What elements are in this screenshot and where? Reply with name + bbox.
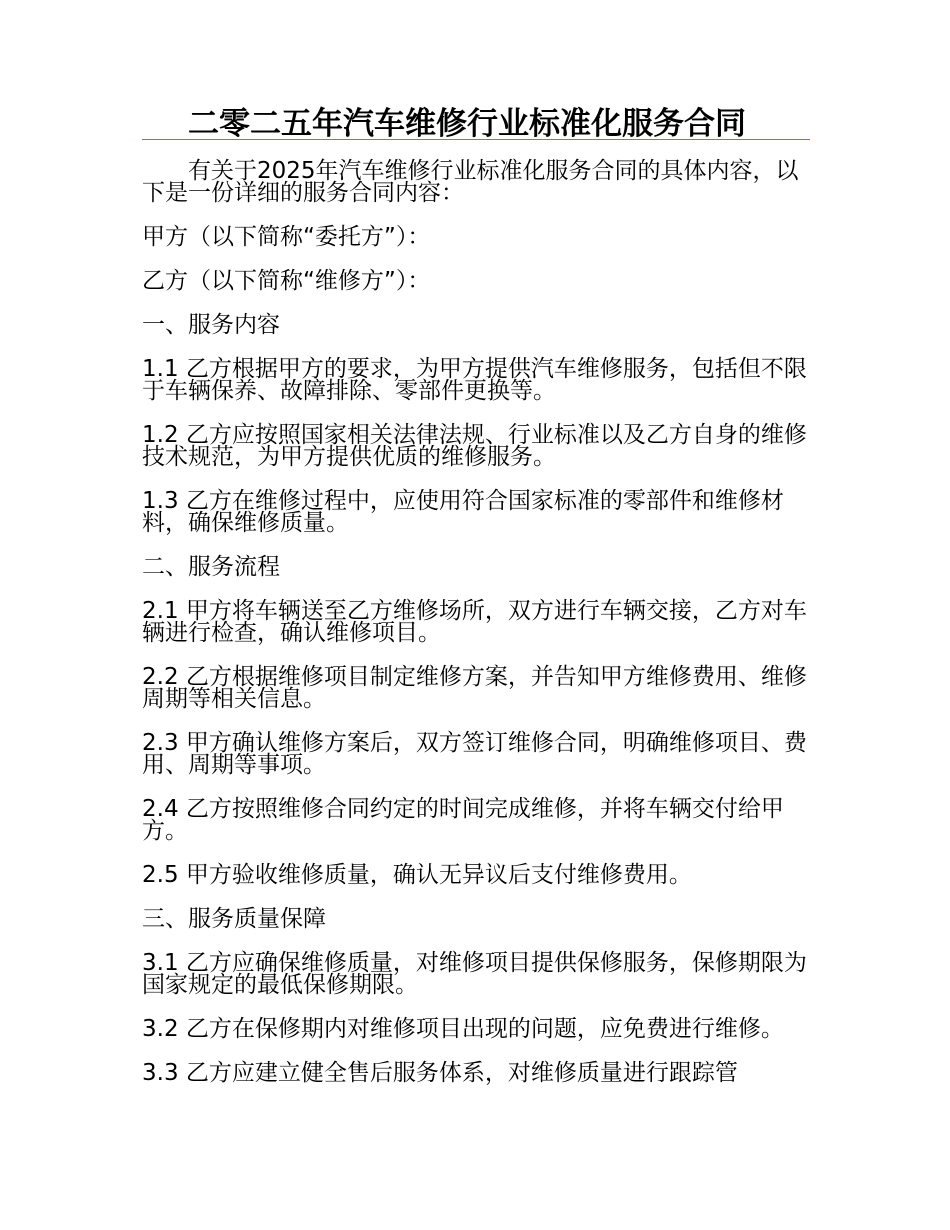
document-body (142, 160, 810, 1106)
document-title: 二零二五年汽车维修行业标准化服务合同 (188, 106, 746, 142)
section-heading-quality-assurance: 三、服务质量保障 (142, 906, 326, 932)
clause-2-2: 2.2 乙方根据维修项目制定维修方案，并告知甲方维修费用、维修周期等相关信息。 (142, 664, 807, 712)
party-b-line: 乙方（以下简称“维修方”）： (142, 268, 431, 294)
section-heading-service-content: 一、服务内容 (142, 312, 280, 338)
clause-1-3: 1.3 乙方在维修过程中，应使用符合国家标准的零部件和维修材料，确保维修质量。 (142, 488, 784, 536)
clause-3-2: 3.2 乙方在保修期内对维修项目出现的问题，应免费进行维修。 (142, 1016, 784, 1042)
clause-3-1: 3.1 乙方应确保维修质量，对维修项目提供保修服务，保修期限为国家规定的最低保修期限。 (142, 950, 807, 998)
clause-3-3: 3.3 乙方应建立健全售后服务体系，对维修质量进行跟踪管 (142, 1060, 738, 1086)
party-a-line: 甲方（以下简称“委托方”）： (142, 224, 431, 250)
clause-2-1: 2.1 甲方将车辆送至乙方维修场所，双方进行车辆交接，乙方对车辆进行检查，确认维修项目。 (142, 598, 807, 646)
clause-2-3: 2.3 甲方确认维修方案后，双方签订维修合同，明确维修项目、费用、周期等事项。 (142, 730, 807, 778)
clause-2-5: 2.5 甲方验收维修质量，确认无异议后支付维修费用。 (142, 862, 692, 888)
intro-paragraph: 有关于2025年汽车维修行业标准化服务合同的具体内容，以下是一份详细的服务合同内容： (142, 158, 799, 206)
clause-1-2: 1.2 乙方应按照国家相关法律法规、行业标准以及乙方自身的维修技术规范，为甲方提供优质的维修服务。 (142, 422, 807, 470)
title-underline (142, 139, 810, 140)
clause-1-1: 1.1 乙方根据甲方的要求，为甲方提供汽车维修服务，包括但不限于车辆保养、故障排除、零部件更换等。 (142, 356, 807, 404)
section-heading-service-process: 二、服务流程 (142, 554, 280, 580)
clause-2-4: 2.4 乙方按照维修合同约定的时间完成维修，并将车辆交付给甲方。 (142, 796, 784, 844)
